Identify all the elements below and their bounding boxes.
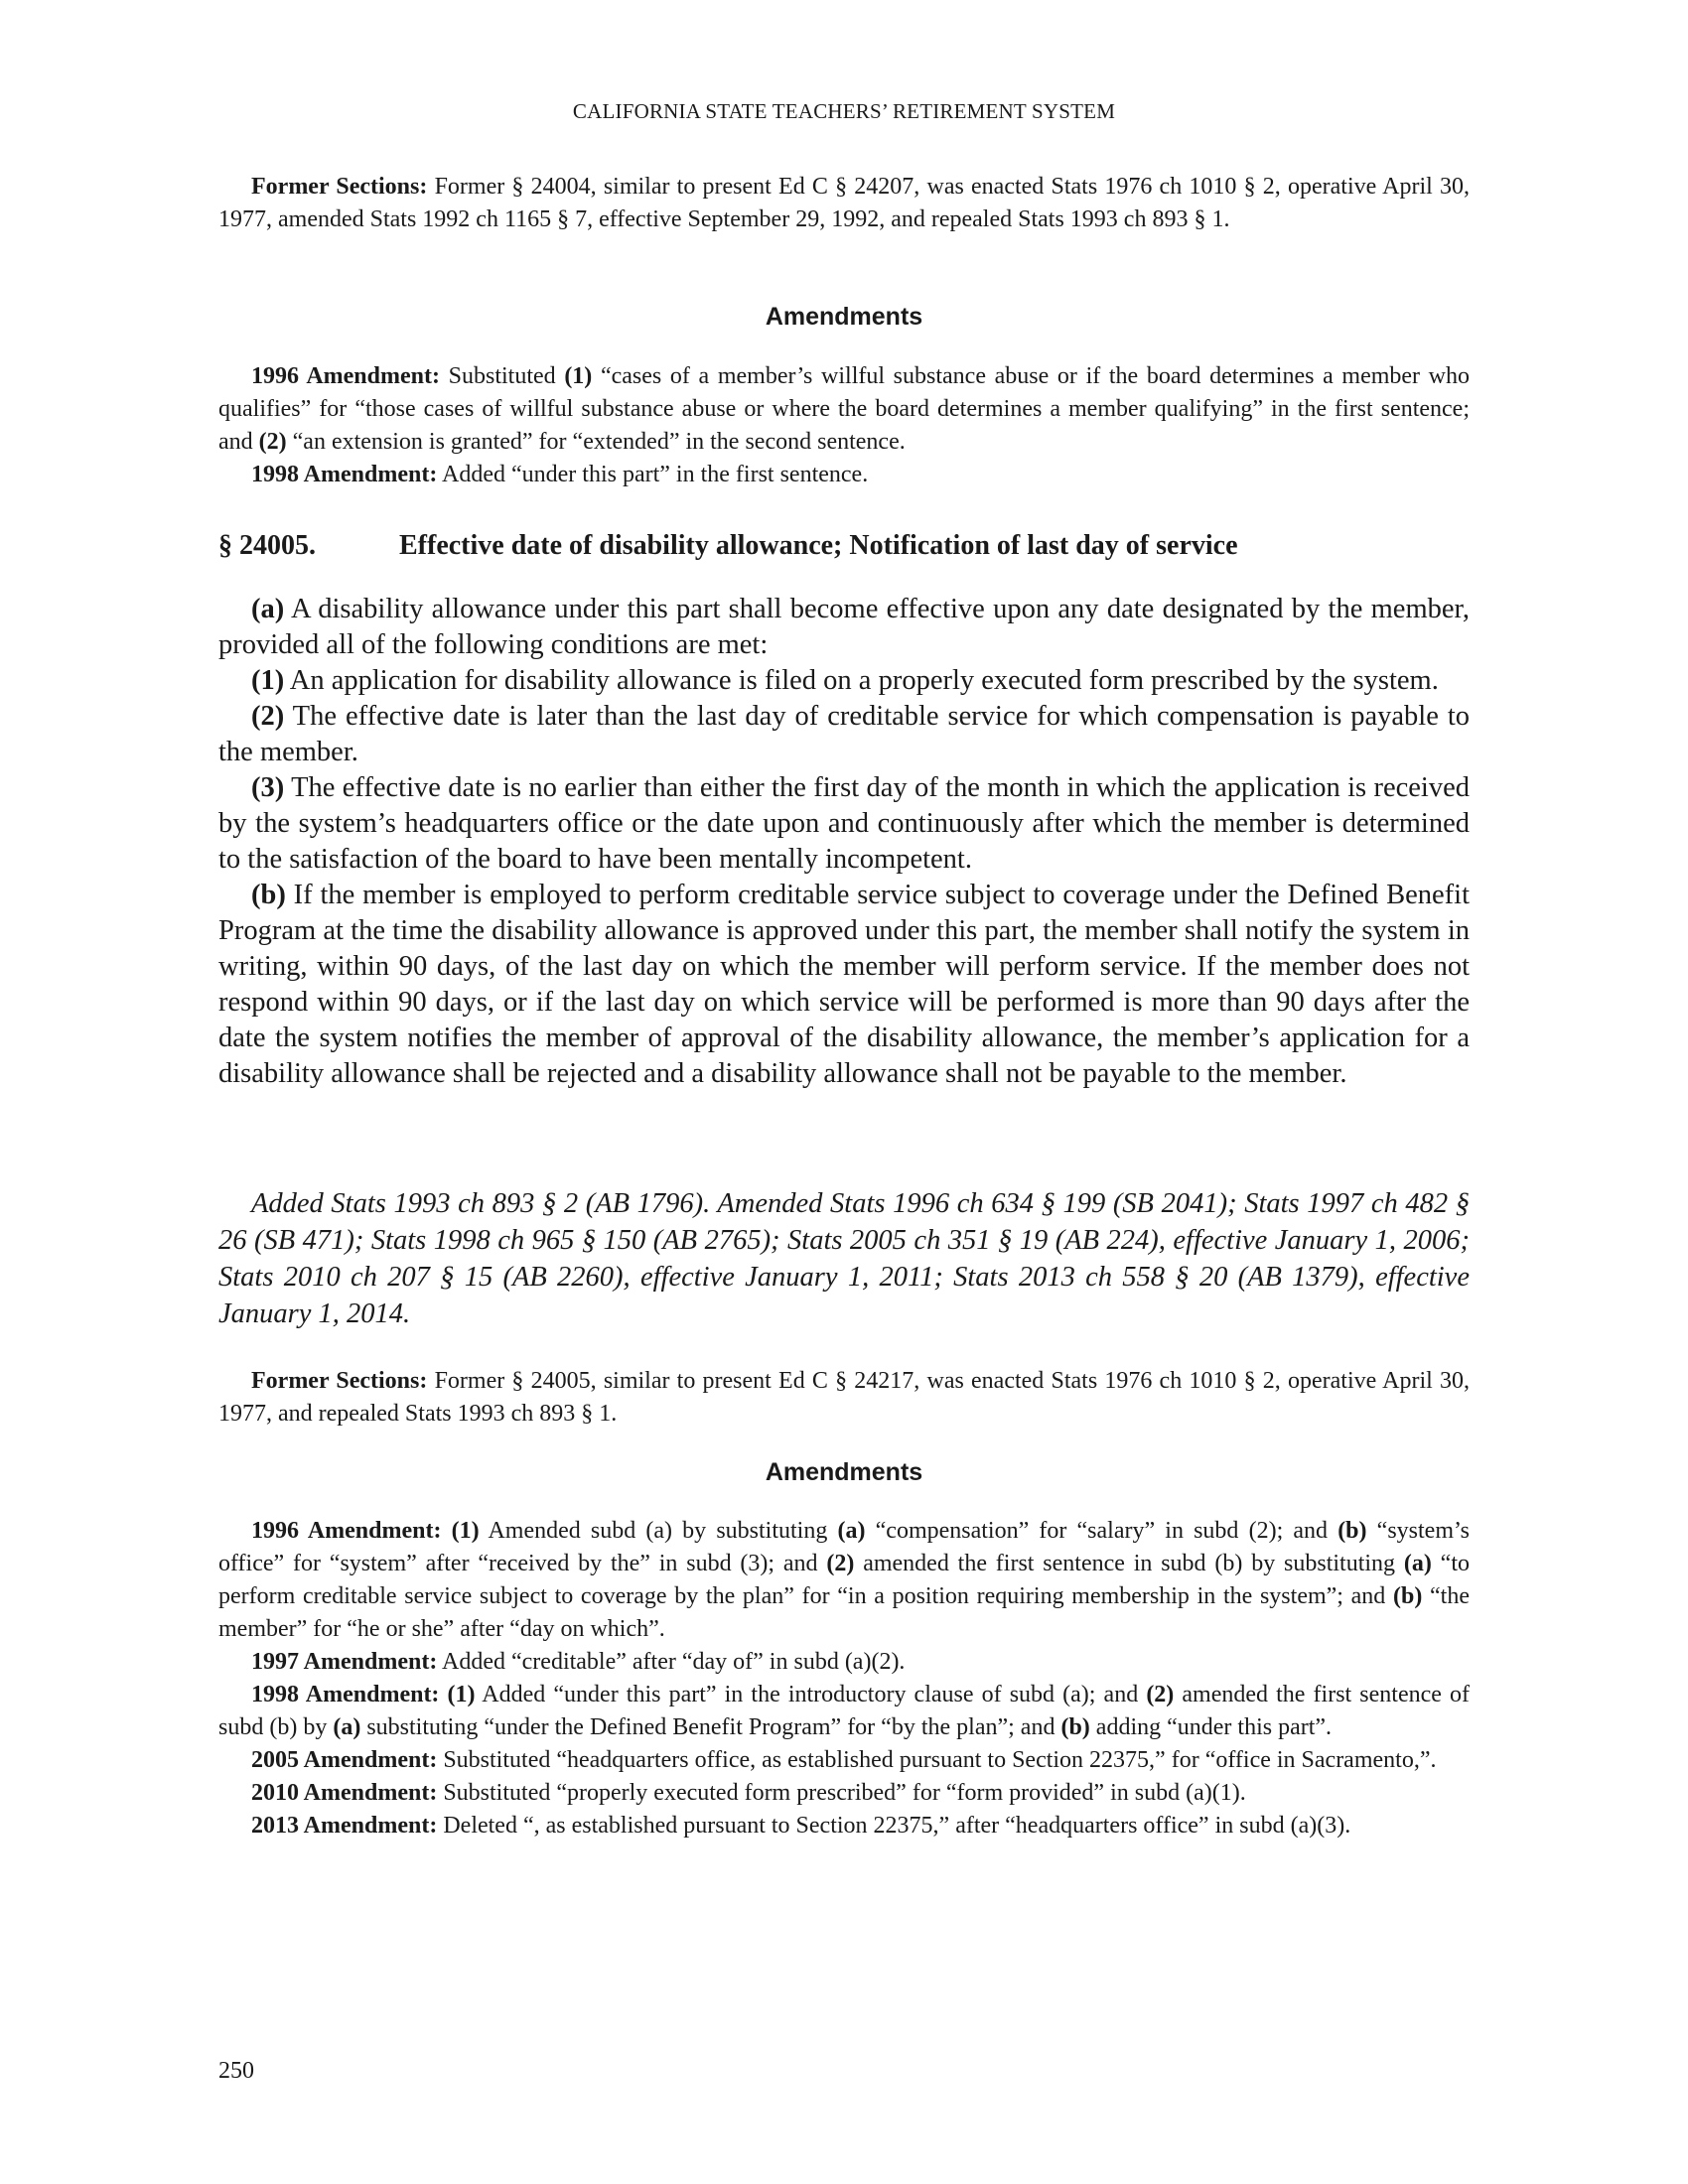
section-title-text: Effective date of disability allowance; Notification of last day of service bbox=[399, 530, 1238, 561]
item-number: (1) bbox=[451, 1518, 480, 1544]
amendments-heading: Amendments bbox=[765, 303, 923, 331]
amendment-text: Substituted “properly executed form prescribed” for “form provided” in subd (a)(1). bbox=[437, 1780, 1246, 1806]
amendments-heading-1 bbox=[218, 303, 1470, 332]
item-letter: (b) bbox=[1392, 1583, 1423, 1609]
paragraph-text: An application for disability allowance is filed on a properly executed form prescribed by the system. bbox=[284, 665, 1439, 696]
amendment-label: 1997 Amendment: bbox=[251, 1649, 438, 1675]
amendment-label: 2005 Amendment: bbox=[251, 1747, 438, 1773]
amendment-1996 bbox=[218, 360, 1470, 459]
paragraph-a3 bbox=[218, 770, 1470, 878]
amendment-text: “cases of a member’s willful substance abuse or if the board determines a member who qualifies” for “those cases of willful substance abuse or where the board determines a member qualifying” in the first sentence; and bbox=[218, 363, 1471, 455]
amendment-2013 bbox=[218, 1810, 1470, 1843]
former-sections-paragraph bbox=[218, 171, 1470, 236]
subdivision-b bbox=[218, 878, 1470, 1092]
amendment-text bbox=[441, 1518, 451, 1544]
amendment-text: amended the first sentence of subd (b) by bbox=[218, 1682, 1471, 1740]
item-number: (1) bbox=[447, 1682, 476, 1707]
legislative-history bbox=[218, 1185, 1470, 1332]
amendment-text: Added “under this part” in the first sentence. bbox=[437, 462, 869, 487]
amendments-24004 bbox=[218, 360, 1470, 491]
amendment-text: “system’s office” for “system” after “received by the” in subd (3); and bbox=[218, 1518, 1471, 1576]
item-letter: (b) bbox=[1337, 1518, 1367, 1544]
subdivision-label: (a) bbox=[251, 594, 285, 624]
page-number: 250 bbox=[218, 2058, 254, 2084]
amendment-label: 1996 Amendment: bbox=[251, 363, 440, 389]
subdivision-a bbox=[218, 592, 1470, 663]
amendment-label: 1998 Amendment: bbox=[251, 462, 438, 487]
amendment-text: Added “under this part” in the introductory clause of subd (a); and bbox=[475, 1682, 1147, 1707]
subdivision-label: (b) bbox=[251, 880, 286, 910]
subdivision-text: A disability allowance under this part shall become effective upon any date designated by the member, provided all of the following conditions are met: bbox=[218, 594, 1470, 660]
former-sections-text: Former § 24004, similar to present Ed C § 24207, was enacted Stats 1976 ch 1010 § 2, operative April 30, 1977, amended Stats 1992 ch 1165 § 7, effective September 29, 1992, and repealed Stats 1993 ch 893 § 1. bbox=[218, 174, 1471, 232]
running-header: CALIFORNIA STATE TEACHERS’ RETIREMENT SYSTEM bbox=[572, 99, 1116, 123]
former-sections-text: Former § 24005, similar to present Ed C § 24217, was enacted Stats 1976 ch 1010 § 2, operative April 30, 1977, and repealed Stats 1993 ch 893 § 1. bbox=[218, 1368, 1471, 1427]
amendment-text bbox=[439, 1682, 447, 1707]
amendment-text: “the member” for “he or she” after “day on which”. bbox=[218, 1583, 1470, 1642]
section-body bbox=[218, 592, 1470, 1092]
paragraph-label: (3) bbox=[251, 772, 285, 803]
former-sections-label: Former Sections: bbox=[251, 174, 428, 200]
amendment-label: 2010 Amendment: bbox=[251, 1780, 438, 1806]
section-title bbox=[218, 530, 1470, 562]
amendment-label: 2013 Amendment: bbox=[251, 1813, 438, 1839]
amendment-1998 bbox=[218, 1679, 1470, 1744]
amendment-label: 1998 Amendment: bbox=[251, 1682, 440, 1707]
paragraph-text: The effective date is no earlier than either the first day of the month in which the application is received by the system’s headquarters office or the date upon and continuously after which the member is determined to the satisfaction of the board to have been mentally incompetent. bbox=[218, 772, 1470, 875]
amendment-text: Amended subd (a) by substituting bbox=[479, 1518, 838, 1544]
paragraph-a2 bbox=[218, 699, 1470, 770]
item-letter: (a) bbox=[1403, 1551, 1432, 1576]
subdivision-text: If the member is employed to perform creditable service subject to coverage under the Defined Benefit Program at the time the disability allowance is approved under this part, the member shall notify the system in writing, within 90 days, of the last day on which the member will perform service. If the member does not respond within 90 days, or if the last day on which service will be performed is more than 90 days after the date the system notifies the member of approval of the disability allowance, the member’s application for a disability allowance shall be rejected and a disability allowance shall not be payable to the member. bbox=[218, 880, 1470, 1089]
amendment-text: Substituted “headquarters office, as established pursuant to Section 22375,” for “office in Sacramento,”. bbox=[437, 1747, 1437, 1773]
amendment-text: Substituted bbox=[439, 363, 565, 389]
amendment-1996 bbox=[218, 1515, 1470, 1646]
amendment-label: 1996 Amendment: bbox=[251, 1518, 442, 1544]
amendment-2005 bbox=[218, 1744, 1470, 1777]
item-number: (2) bbox=[826, 1551, 855, 1576]
history-text: Added Stats 1993 ch 893 § 2 (AB 1796). Amended Stats 1996 ch 634 § 199 (SB 2041); Stats 1997 ch 482 § 26 (SB 471); Stats 1998 ch 965 § 150 (AB 2765); Stats 2005 ch 351 § 19 (AB 224), effective January 1, 2006; Stats 2010 ch 207 § 15 (AB 2260), effective January 1, 2011; Stats 2013 ch 558 § 20 (AB 1379), effective January 1, 2014. bbox=[218, 1188, 1470, 1329]
section-number: § 24005. bbox=[218, 530, 316, 561]
paragraph-a1 bbox=[218, 663, 1470, 699]
paragraph-label: (1) bbox=[251, 665, 285, 696]
item-letter: (a) bbox=[333, 1714, 361, 1740]
former-sections-label: Former Sections: bbox=[251, 1368, 428, 1394]
amendment-text: Added “creditable” after “day of” in subd (a)(2). bbox=[437, 1649, 906, 1675]
amendments-heading: Amendments bbox=[765, 1458, 923, 1486]
former-sections-paragraph bbox=[218, 1365, 1470, 1431]
amendment-1997 bbox=[218, 1646, 1470, 1679]
amendment-text: “an extension is granted” for “extended” in the second sentence. bbox=[286, 429, 906, 455]
amendment-text: “compensation” for “salary” in subd (2); and bbox=[865, 1518, 1338, 1544]
amendment-text: adding “under this part”. bbox=[1089, 1714, 1333, 1740]
former-sections-24005 bbox=[218, 1365, 1470, 1431]
amendments-24005 bbox=[218, 1515, 1470, 1843]
former-sections-24004 bbox=[218, 171, 1470, 236]
paragraph-label: (2) bbox=[251, 701, 285, 732]
paragraph-text: The effective date is later than the last day of creditable service for which compensation is payable to the member. bbox=[218, 701, 1470, 767]
item-number: (2) bbox=[1146, 1682, 1175, 1707]
amendment-2010 bbox=[218, 1777, 1470, 1810]
item-number: (2) bbox=[258, 429, 287, 455]
amendment-text: substituting “under the Defined Benefit Program” for “by the plan”; and bbox=[360, 1714, 1061, 1740]
amendments-heading-2 bbox=[218, 1458, 1470, 1487]
amendment-text: Deleted “, as established pursuant to Section 22375,” after “headquarters office” in subd (a)(3). bbox=[437, 1813, 1351, 1839]
item-letter: (b) bbox=[1060, 1714, 1090, 1740]
item-number: (1) bbox=[564, 363, 593, 389]
amendment-1998 bbox=[218, 459, 1470, 491]
amendment-text: “to perform creditable service subject to coverage by the plan” for “in a position requiring membership in the system”; and bbox=[218, 1551, 1471, 1609]
amendment-text: amended the first sentence in subd (b) by substituting bbox=[854, 1551, 1404, 1576]
item-letter: (a) bbox=[837, 1518, 866, 1544]
section-heading bbox=[218, 530, 1470, 562]
